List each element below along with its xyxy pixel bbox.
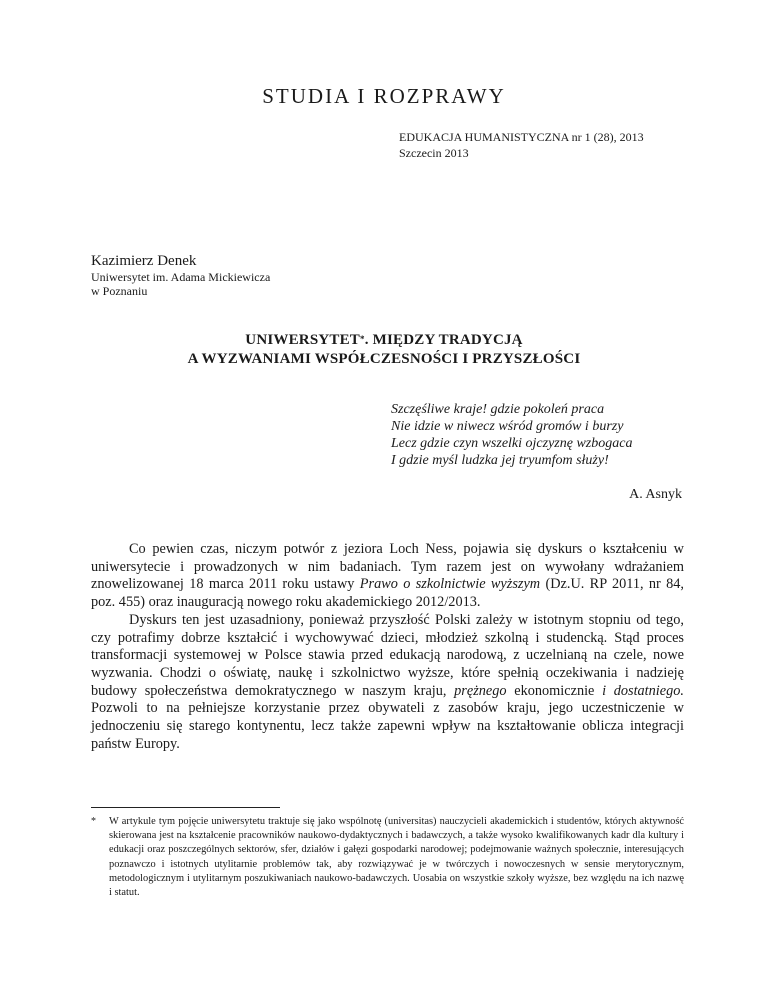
epigraph	[391, 401, 632, 469]
law-title-italic: Prawo o szkolnictwie wyższym	[359, 576, 541, 593]
footnote-mark: *	[91, 816, 96, 827]
author-block	[91, 252, 270, 298]
italic-word-2: i dostatniego.	[602, 682, 684, 699]
author-affiliation-line2: w Poznaniu	[91, 284, 148, 298]
paragraph-2-text-end: Pozwoli to na pełniejsze korzystanie przez obywateli z zasobów kraju, jego uczestniczenie w jednoczeniu się starego kontynentu, lecz także zapewni wpływ na kształtowanie oblicza integracji państw Europy.	[91, 700, 684, 752]
italic-word-1: prężnego	[454, 682, 507, 699]
paragraph-2	[91, 612, 684, 754]
epigraph-line: Szczęśliwe kraje! gdzie pokoleń praca	[391, 402, 605, 417]
paragraph-1-text-end: (Dz.U. RP 2011, nr 84, poz. 455) oraz inauguracją nowego roku akademickiego 2012/2013.	[91, 576, 684, 611]
footnote	[91, 815, 684, 900]
section-title: STUDIA I ROZPRAWY	[262, 84, 506, 108]
article-title-line2: A WYZWANIAMI WSPÓŁCZESNOŚCI I PRZYSZŁOŚCI	[187, 351, 581, 367]
footnote-divider	[91, 807, 280, 808]
body-text	[91, 541, 684, 753]
title-line1-rest: . MIĘDZY TRADYCJĄ	[364, 332, 523, 348]
paragraph-1-text: Co pewien czas, niczym potwór z jeziora Loch Ness, pojawia się dyskurs o kształceniu w uniwersytecie i prowadzonych w nim badaniach. Tym razem jest on wywołany wdrażaniem znowelizowanej 18 marca 2011 roku ustawy	[91, 541, 684, 593]
article-title	[0, 331, 768, 369]
epigraph-line: Nie idzie w niwecz wśród gromów i burzy	[391, 419, 624, 434]
article-title-line1	[0, 331, 768, 350]
author-name: Kazimierz Denek	[91, 253, 197, 269]
author-affiliation-line1: Uniwersytet im. Adama Mickiewicza	[91, 270, 271, 284]
paragraph-1	[91, 541, 684, 612]
title-footnote-mark: *	[360, 334, 365, 344]
journal-info	[399, 129, 644, 161]
title-main-word: UNIWERSYTET	[245, 332, 361, 348]
epigraph-attribution: A. Asnyk	[629, 487, 682, 502]
place-year: Szczecin 2013	[399, 146, 469, 160]
paragraph-2-text-mid: ekonomicznie	[506, 682, 603, 699]
footnote-text: W artykule tym pojęcie uniwersytetu traktuje się jako wspólnotę (universitas) nauczycieli akademickich i studentów, których aktywność skierowana jest na kształcenie pracowników naukowo-dydaktycznych i badawczych, a także wysoko kwalifikowanych kadr dla kultury i edukacji oraz poszczególnych sektorów, sfer, działów i gałęzi gospodarki narodowej; podejmowanie ważnych społecznie, interesujących poznawczo i istotnych utylitarnie problemów tak, aby rozwiązywać je w twórczych i nowoczesnych w sensie merytorycznym, metodologicznym i utylitarnym poszukiwaniach naukowo-badawczych. Uosabia on wszystkie szkoły wyższe, bez względu na ich nazwę i statut.	[109, 816, 684, 899]
epigraph-line: Lecz gdzie czyn wszelki ojczyznę wzbogaca	[391, 436, 633, 451]
journal-line: EDUKACJA HUMANISTYCZNA nr 1 (28), 2013	[399, 130, 644, 144]
epigraph-line: I gdzie myśl ludzka jej tryumfom służy!	[391, 453, 609, 468]
paragraph-2-text: Dyskurs ten jest uzasadniony, ponieważ przyszłość Polski zależy w istotnym stopniu od tego, czy potrafimy dobrze kształcić i wychowywać dzieci, młodzież szkolną i studencką. Stąd proces transformacji systemowej w Polsce stawia przed edukacją narodową, z uczelnianą na czele, nowe wyzwania. Chodzi o oświatę, naukę i szkolnictwo wyższe, które spełnią oczekiwania i nadzieję budowy społeczeństwa demokratycznego w naszym kraju,	[91, 611, 684, 699]
